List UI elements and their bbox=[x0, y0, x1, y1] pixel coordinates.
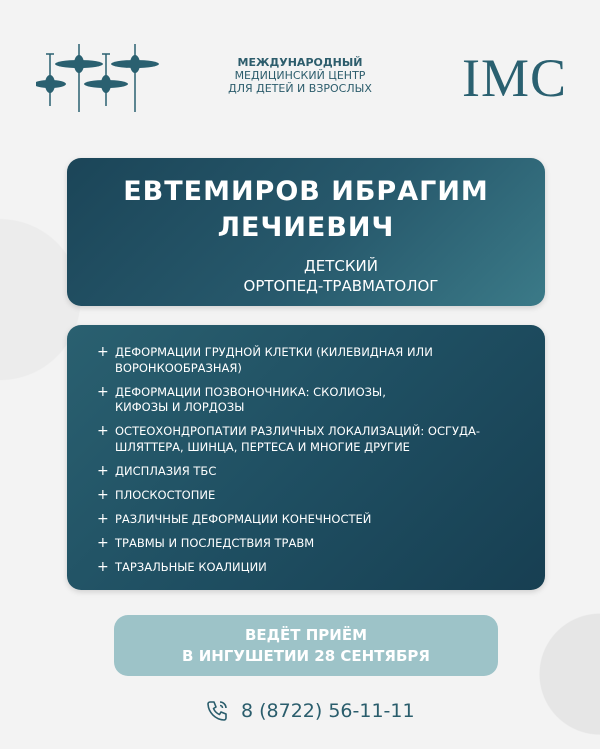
plus-icon: + bbox=[97, 344, 109, 360]
doctor-card bbox=[67, 158, 545, 306]
list-item bbox=[97, 512, 525, 528]
list-item bbox=[97, 345, 525, 376]
plus-icon: + bbox=[97, 423, 109, 439]
doctor-name bbox=[67, 174, 545, 246]
plus-icon: + bbox=[97, 558, 109, 575]
tagline-line: МЕЖДУНАРОДНЫЙ bbox=[237, 56, 363, 69]
doctor-specialty bbox=[137, 256, 545, 296]
list-item bbox=[97, 536, 525, 552]
plus-icon: + bbox=[97, 462, 109, 479]
name-line: ЛЕЧИЕВИЧ bbox=[217, 212, 395, 243]
logo-mark-icon bbox=[36, 44, 160, 112]
plus-icon: + bbox=[97, 383, 109, 400]
clinic-tagline bbox=[200, 56, 400, 95]
list-item bbox=[97, 424, 525, 455]
name-line: ЕВТЕМИРОВ ИБРАГИМ bbox=[123, 176, 489, 207]
appointment-line: ВЕДЁТ ПРИЁМ bbox=[244, 625, 367, 644]
service-text: РАЗЛИЧНЫЕ ДЕФОРМАЦИИ КОНЕЧНОСТЕЙ bbox=[115, 511, 372, 526]
service-text: ТРАВМЫ И ПОСЛЕДСТВИЯ ТРАВМ bbox=[115, 535, 315, 550]
services-card bbox=[67, 325, 545, 590]
service-text: ПЛОСКОСТОПИЕ bbox=[115, 487, 216, 502]
phone-number[interactable]: 8 (8722) 56-11-11 bbox=[241, 700, 415, 722]
plus-icon: + bbox=[97, 486, 109, 503]
service-text: ДЕФОРМАЦИИ ГРУДНОЙ КЛЕТКИ (КИЛЕВИДНАЯ ИЛИ ВОРОНКООБРАЗНАЯ) bbox=[115, 345, 433, 375]
phone-contact[interactable] bbox=[205, 699, 415, 723]
services-list bbox=[67, 325, 545, 575]
appointment-line: В ИНГУШЕТИИ 28 СЕНТЯБРЯ bbox=[182, 646, 430, 665]
list-item bbox=[97, 385, 525, 416]
plus-icon: + bbox=[97, 534, 109, 551]
specialty-line: ОРТОПЕД-ТРАВМАТОЛОГ bbox=[243, 277, 439, 295]
plus-icon: + bbox=[97, 510, 109, 527]
tagline-line: МЕДИЦИНСКИЙ ЦЕНТР bbox=[234, 69, 366, 82]
service-text: ДИСПЛАЗИЯ ТБС bbox=[115, 463, 217, 478]
brand-logo: IMC bbox=[462, 48, 568, 108]
service-text: ТАРЗАЛЬНЫЕ КОАЛИЦИИ bbox=[115, 559, 267, 574]
list-item bbox=[97, 464, 525, 480]
service-text: ДЕФОРМАЦИИ ПОЗВОНОЧНИКА: СКОЛИОЗЫ, КИФОЗЫ И ЛОРДОЗЫ bbox=[115, 384, 386, 414]
specialty-line: ДЕТСКИЙ bbox=[304, 257, 378, 275]
service-text: ОСТЕОХОНДРОПАТИИ РАЗЛИЧНЫХ ЛОКАЛИЗАЦИЙ: ОСГУДА-ШЛЯТТЕРА, ШИНЦА, ПЕРТЕСА И МНОГИЕ ДРУГИЕ bbox=[115, 424, 480, 454]
appointment-banner bbox=[114, 615, 498, 676]
phone-icon bbox=[205, 699, 229, 723]
list-item bbox=[97, 488, 525, 504]
list-item bbox=[97, 560, 525, 576]
tagline-line: ДЛЯ ДЕТЕЙ И ВЗРОСЛЫХ bbox=[228, 82, 372, 95]
